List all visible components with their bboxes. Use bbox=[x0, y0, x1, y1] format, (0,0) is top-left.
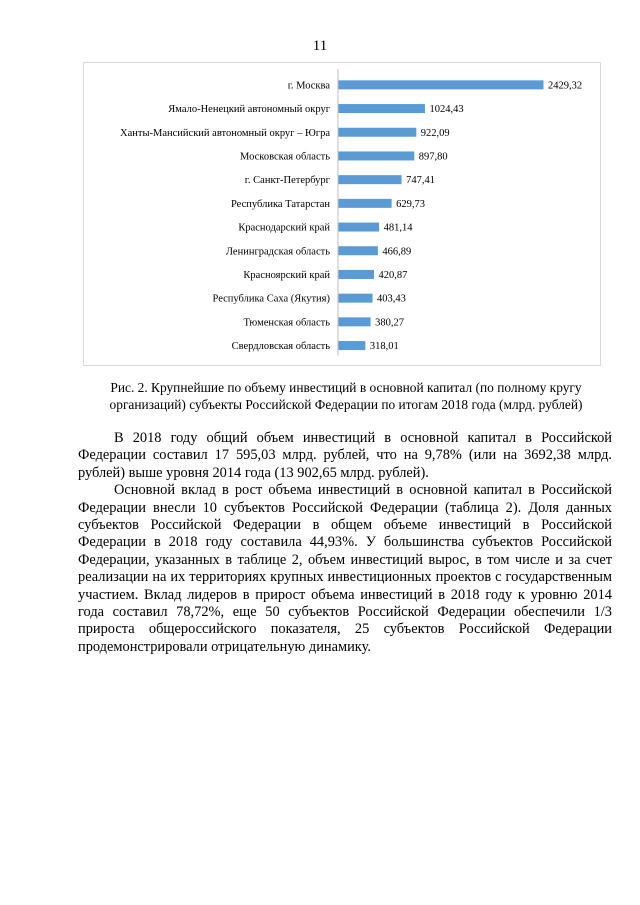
category-label: г. Москва bbox=[287, 80, 330, 92]
category-label: Республика Саха (Якутия) bbox=[212, 293, 330, 305]
data-label: 747,41 bbox=[406, 175, 435, 187]
bar-chart bbox=[83, 62, 601, 366]
category-label: Красноярский край bbox=[243, 269, 330, 281]
data-label: 2429,32 bbox=[548, 80, 583, 92]
page-number: 11 bbox=[312, 38, 328, 54]
caption-line-1: Рис. 2. Крупнейшие по объему инвестиций в основной капитал (по полному кругу bbox=[110, 380, 582, 395]
category-label: Краснодарский край bbox=[238, 222, 330, 234]
category-label: Ленинградская область bbox=[225, 246, 330, 258]
category-label: Свердловская область bbox=[231, 341, 330, 353]
category-label: г. Санкт-Петербург bbox=[244, 175, 330, 187]
data-label: 922,09 bbox=[420, 127, 450, 139]
chart-canvas bbox=[84, 63, 602, 367]
figure-caption bbox=[80, 379, 612, 413]
data-label: 466,89 bbox=[382, 246, 412, 258]
bar bbox=[339, 80, 544, 89]
caption-line-2: организаций) субъекты Российской Федерации по итогам 2018 года (млрд. рублей) bbox=[109, 397, 583, 412]
data-label: 481,14 bbox=[383, 222, 413, 234]
paragraph-1: В 2018 году общий объем инвестиций в основной капитал в Российской Федерации составил 17 595,03 млрд. рублей, что на 9,78% (или на 3692,38 млрд. рублей) выше уровня 2014 года (13 902,65 млрд. рублей). bbox=[78, 430, 612, 481]
category-label: Республика Татарстан bbox=[230, 198, 330, 210]
bar bbox=[339, 128, 417, 137]
body-text bbox=[78, 430, 612, 656]
bar bbox=[339, 104, 425, 113]
bar bbox=[339, 223, 380, 232]
category-label: Тюменская область bbox=[243, 317, 330, 329]
bar bbox=[339, 270, 375, 279]
data-label: 380,27 bbox=[375, 317, 404, 329]
bar bbox=[339, 199, 392, 208]
data-label: 318,01 bbox=[369, 341, 399, 353]
bar bbox=[339, 317, 371, 326]
category-label: Московская область bbox=[240, 151, 330, 163]
category-label: Ханты-Мансийский автономный округ – Югра bbox=[120, 127, 330, 139]
data-label: 1024,43 bbox=[429, 104, 464, 116]
bar bbox=[339, 341, 366, 350]
data-label: 897,80 bbox=[418, 151, 448, 163]
paragraph-2: Основной вклад в рост объема инвестиций в основной капитал в Российской Федерации внесли 10 субъектов Российской Федерации (таблица 2). Доля данных субъектов Российской Федерации в общем объеме инвестиций в Российской Федерации в 2018 году составила 44,93%. У большинства субъектов Российской Федерации, указанных в таблице 2, объем инвестиций вырос, в том числе и за счет реализации на их территориях крупных инвестиционных проектов с государственным участием. Вклад лидеров в прирост объема инвестиций в 2018 году к уровню 2014 года составил 78,72%, еще 50 субъектов Российской Федерации обеспечили 1/3 прироста общероссийского показателя, 25 субъектов Российской Федерации продемонстрировали отрицательную динамику. bbox=[78, 482, 612, 655]
bar bbox=[339, 246, 378, 255]
data-label: 420,87 bbox=[378, 269, 408, 281]
bar bbox=[339, 175, 402, 184]
data-label: 403,43 bbox=[377, 293, 406, 305]
data-label: 629,73 bbox=[396, 198, 426, 210]
category-label: Ямало-Ненецкий автономный округ bbox=[168, 104, 330, 116]
bar bbox=[339, 151, 415, 160]
bar bbox=[339, 294, 373, 303]
